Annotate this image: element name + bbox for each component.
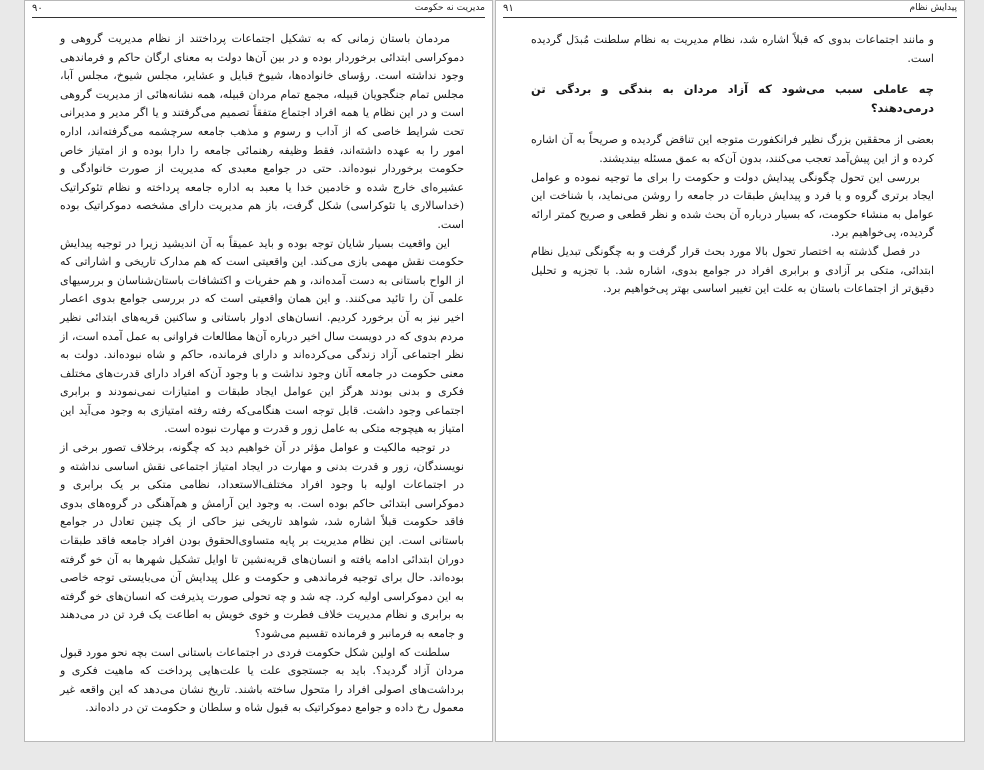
right-header-title: پیدایش نظام [909,3,957,13]
right-page [495,0,965,742]
left-page-header [32,3,485,18]
paragraph: سلطنت که اولین شکل حکومت فردی در اجتماعات باستانی است بچه نحو مورد قبول مردان آزاد گردید؟. باید به جستجوی علت یا علت‌هایی پرداخت که ماهیت فکری و برداشت‌های اصولی افراد را متحول ساخته باشند. تاریخ نشان می‌دهد که این واقعه غیر معمول رخ داده و جوامع دموکراتیک به قبول شاه و سلطان و حکومت تن در داده‌اند. [60,645,464,715]
section-heading: چه عاملی سبب می‌شود که آزاد مردان به بندگی و بردگی تن درمی‌دهند؟ [531,82,934,115]
paragraph: بررسی این تحول چگونگی پیدایش دولت و حکومت را برای ما توجیه نموده و عوامل ایجاد برتری گروه و یا فرد و پیدایش طبقات در جامعه را روشن می‌نماید، با شناخت این عوامل به منشاء حکومت، که بسیار درباره آن بحث شده و نظر قطعی و صریح کمتر ارائه گردیده، پی‌خواهیم برد. [531,170,934,240]
right-page-body [531,31,934,299]
left-page-body [60,30,464,718]
left-header-title: مدیریت نه حکومت [414,3,485,13]
paragraph: در فصل گذشته به اختصار تحول بالا مورد بحث قرار گرفت و به چگونگی تبدیل نظام ابتدائی، متکی بر آزادی و برابری افراد در جوامع بدوی، اشاره شد. با تجزیه و تحلیل دقیق‌تر از اجتماعات باستان به علت این تغییر اساسی بهتر پی‌خواهیم برد. [531,244,934,296]
left-page-number: ۹۰ [32,3,43,14]
right-page-header [503,3,957,18]
left-page [24,0,493,742]
paragraph: این واقعیت بسیار شایان توجه بوده و باید عمیقاً به آن اندیشید زیرا در توجیه پیدایش حکومت نقش مهمی بازی می‌کند. این واقعیتی است که هم مدارک تاریخی و اشاراتی که از الواح باستانی به دست آمده‌اند، و هم حفریات و اکتشافات باستان‌شناسان و بررسیهای علمی آن را تائید می‌کنند. و این همان واقعیتی است که در بررسی جوامع بدوی اعصار اخیر نیز به آن برخورد کردیم. انسان‌های ادوار باستانی و ساکنین قریه‌های ابتدائی نظیر مردم بدوی که در دویست سال اخیر درباره آن‌ها مطالعات فراوانی به عمل آمده است، از نظر اجتماعی آزاد زندگی می‌کرده‌اند و دارای فرمانده، حاکم و شاه نبوده‌اند. دولت به معنی حکومت در جامعه آنان وجود نداشت و با وجود آن‌که افراد دارای قدرت‌های مختلف فکری و بدنی بودند هرگز این عوامل ایجاد طبقات و امتیازات نمی‌نمودند و برابری اجتماعی وجود داشت. قابل توجه است هنگامی‌که رفته رفته امتیازی به وجود می‌آید این امتیاز به هیچوجه متکی به عامل زور و قدرت و مهارت نبوده است. [60,236,464,436]
opening-line: و مانند اجتماعات بدوی که قبلاً اشاره شد، نظام مدیریت به نظام سلطنت مُبدَل گردیده است. [531,33,934,65]
paragraph: در توجیه مالکیت و عوامل مؤثر در آن خواهیم دید که چگونه، برخلاف تصور برخی از نویسندگان، زور و قدرت بدنی و مهارت در ایجاد امتیاز اجتماعی نقش اساسی نداشته و در اجتماعات اولیه با وجود افراد مختلف‌الاستعداد، نظامی متکی بر یک برابری و دموکراسی ابتدائی حاکم بوده است. به وجود این آرامش و هم‌آهنگی در گروه‌های بدوی فاقد حکومت قبلاً اشاره شد، شواهد تاریخی نیز حاکی از یک چنین تعادل در جوامع باستانی است. این نظام مدیریت بر پایه متساوی‌الحقوق بودن افراد جامعه فاقد طبقات دوران ابتدائی ادامه یافته و انسان‌های قریه‌نشین تا اوایل تشکیل شهرها به آن خو گرفته بوده‌اند. حال برای توجیه فرماندهی و حکومت و علل پیدایش آن می‌بایستی توجه خاصی به این دموکراسی اولیه کرد. چه شد و چه تحولی صورت پذیرفت که انسان‌های خو گرفته به برابری و نظام مدیریت خلاف فطرت و خوی خویش به اطاعت یک فرد تن در می‌دهند و جامعه به فرمانبر و فرمانده تقسیم می‌شود؟ [60,441,464,640]
paragraph: مردمان باستان زمانی که به تشکیل اجتماعات پرداختند از نظام مدیریت گروهی و دموکراسی ابتدائی برخوردار بوده و در بین آن‌ها دولت به معنای ارگان حاکم و فرماندهی وجود نداشته است. رؤسای خانواده‌ها، شیوخ قبایل و عشایر، مجلس شیوخ، مجلس آبا، مجلس تمام جنگجویان قبیله، مجمع تمام مردان قبیله، همه نشانه‌هائی از مدیریت گروهی است و در این نظام یا همه افراد اجتماع متفقاً تصمیم می‌گرفتند و یا اگر مدیر و مدیرانی تحت شرایط خاصی که از آداب و رسوم و مذهب جامعه سرچشمه می‌گرفته‌اند، اداره امور را به عهده داشته‌اند، فقط وظیفه رهنمائی جامعه را دارا بوده و از امتیاز خاص حکومت برخوردار نبوده‌اند. حتی در جوامع معبدی که مدیریت از صورت خانوادگی و عشیره‌ای خارج شده و خادمین خدا یا معبد به اداره جامعه پرداخته و نظام تئوکراتیک (خداسالاری یا تئوکراسی) شکل گرفت، باز هم مدیریت دارای مشخصه دموکراتیک بوده است. [60,32,464,231]
right-page-number: ۹۱ [503,3,514,14]
paragraph: بعضی از محققین بزرگ نظیر فرانکفورت متوجه این تناقض گردیده و صریحاً به آن اشاره کرده و از این پیش‌آمد تعجب می‌کنند، بدون آن‌که به عمق مسئله بیندیشند. [531,133,934,165]
